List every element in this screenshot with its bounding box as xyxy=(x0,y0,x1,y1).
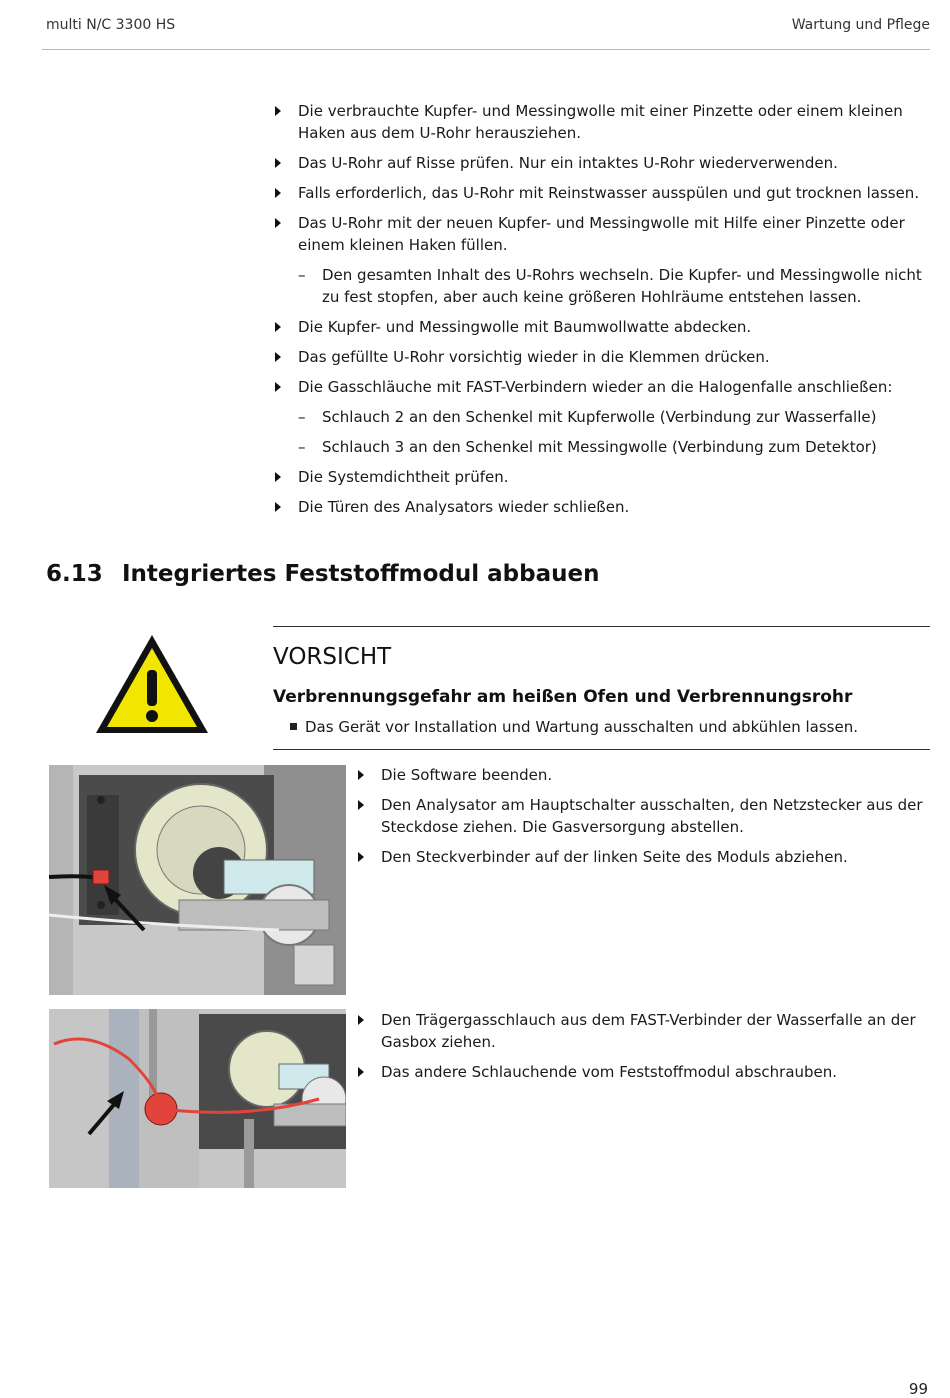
step-item xyxy=(272,152,932,174)
step-item xyxy=(272,212,932,256)
step-text: Die Türen des Analysators wieder schließen. xyxy=(298,498,630,516)
step-arrow-icon xyxy=(358,1067,364,1077)
step-text: Die Gasschläuche mit FAST-Verbindern wieder an die Halogenfalle anschließen: xyxy=(298,378,893,396)
photo-module-connector xyxy=(49,765,346,995)
header-product: multi N/C 3300 HS xyxy=(46,17,176,33)
step-text: Das gefüllte U-Rohr vorsichtig wieder in die Klemmen drücken. xyxy=(298,348,770,366)
step-arrow-icon xyxy=(275,218,281,228)
step-arrow-icon xyxy=(358,770,364,780)
square-bullet-icon xyxy=(290,723,297,730)
sub-step-item xyxy=(272,436,932,458)
photo-gas-hose xyxy=(49,1009,346,1188)
step-arrow-icon xyxy=(275,322,281,332)
page-number: 99 xyxy=(908,1380,928,1398)
step-text: Das U-Rohr auf Risse prüfen. Nur ein intaktes U-Rohr wiederverwenden. xyxy=(298,154,838,172)
step-arrow-icon xyxy=(358,800,364,810)
step-text: Den Analysator am Hauptschalter ausschalten, den Netzstecker aus der Steckdose ziehen. Die Gasversorgung abstellen. xyxy=(381,796,923,836)
step-item xyxy=(272,100,932,144)
steps-list-block1 xyxy=(355,764,930,876)
caution-title: VORSICHT xyxy=(273,644,392,670)
step-text: Die Kupfer- und Messingwolle mit Baumwollwatte abdecken. xyxy=(298,318,752,336)
step-text: Schlauch 2 an den Schenkel mit Kupferwolle (Verbindung zur Wasserfalle) xyxy=(322,408,877,426)
step-item xyxy=(355,764,930,786)
step-arrow-icon xyxy=(275,382,281,392)
step-arrow-icon xyxy=(358,852,364,862)
dash-bullet: – xyxy=(298,408,306,426)
dash-bullet: – xyxy=(298,438,306,456)
step-text: Den gesamten Inhalt des U-Rohrs wechseln. Die Kupfer- und Messingwolle nicht zu fest stopfen, aber auch keine größeren Hohlräume entstehen lassen. xyxy=(322,266,922,306)
step-item xyxy=(355,846,930,868)
step-text: Schlauch 3 an den Schenkel mit Messingwolle (Verbindung zum Detektor) xyxy=(322,438,877,456)
caution-top-rule xyxy=(273,626,930,627)
warning-triangle-icon xyxy=(93,632,211,736)
steps-list-block2 xyxy=(355,1009,930,1091)
step-arrow-icon xyxy=(275,188,281,198)
step-item xyxy=(355,1009,930,1053)
caution-subtitle: Verbrennungsgefahr am heißen Ofen und Verbrennungsrohr xyxy=(273,687,853,707)
step-text: Die verbrauchte Kupfer- und Messingwolle mit einer Pinzette oder einem kleinen Haken aus dem U-Rohr herausziehen. xyxy=(298,102,903,142)
caution-item-text: Das Gerät vor Installation und Wartung ausschalten und abkühlen lassen. xyxy=(305,718,858,736)
step-text: Falls erforderlich, das U-Rohr mit Reinstwasser ausspülen und gut trocknen lassen. xyxy=(298,184,920,202)
step-text: Das U-Rohr mit der neuen Kupfer- und Messingwolle mit Hilfe einer Pinzette oder einem kleinen Haken füllen. xyxy=(298,214,905,254)
step-item xyxy=(272,182,932,204)
step-arrow-icon xyxy=(275,158,281,168)
step-item xyxy=(272,376,932,398)
step-text: Die Software beenden. xyxy=(381,766,553,784)
step-arrow-icon xyxy=(358,1015,364,1025)
step-text: Den Steckverbinder auf der linken Seite des Moduls abziehen. xyxy=(381,848,848,866)
caution-item xyxy=(290,718,858,736)
sub-step-item xyxy=(272,406,932,428)
dash-bullet: – xyxy=(298,266,306,284)
step-item xyxy=(272,316,932,338)
step-arrow-icon xyxy=(275,352,281,362)
caution-bottom-rule xyxy=(273,749,930,750)
header-chapter: Wartung und Pflege xyxy=(791,17,930,33)
steps-list-top xyxy=(272,100,932,526)
step-arrow-icon xyxy=(275,106,281,116)
step-arrow-icon xyxy=(275,472,281,482)
step-text: Das andere Schlauchende vom Feststoffmodul abschrauben. xyxy=(381,1063,838,1081)
section-heading xyxy=(46,561,599,587)
header-divider xyxy=(42,49,930,50)
step-item xyxy=(272,466,932,488)
step-arrow-icon xyxy=(275,502,281,512)
step-text: Die Systemdichtheit prüfen. xyxy=(298,468,509,486)
section-number: 6.13 xyxy=(46,561,103,587)
sub-step-item xyxy=(272,264,932,308)
step-item xyxy=(272,496,932,518)
step-text: Den Trägergasschlauch aus dem FAST-Verbinder der Wasserfalle an der Gasbox ziehen. xyxy=(381,1011,916,1051)
step-item xyxy=(272,346,932,368)
step-item xyxy=(355,1061,930,1083)
step-item xyxy=(355,794,930,838)
section-title: Integriertes Feststoffmodul abbauen xyxy=(122,561,600,587)
